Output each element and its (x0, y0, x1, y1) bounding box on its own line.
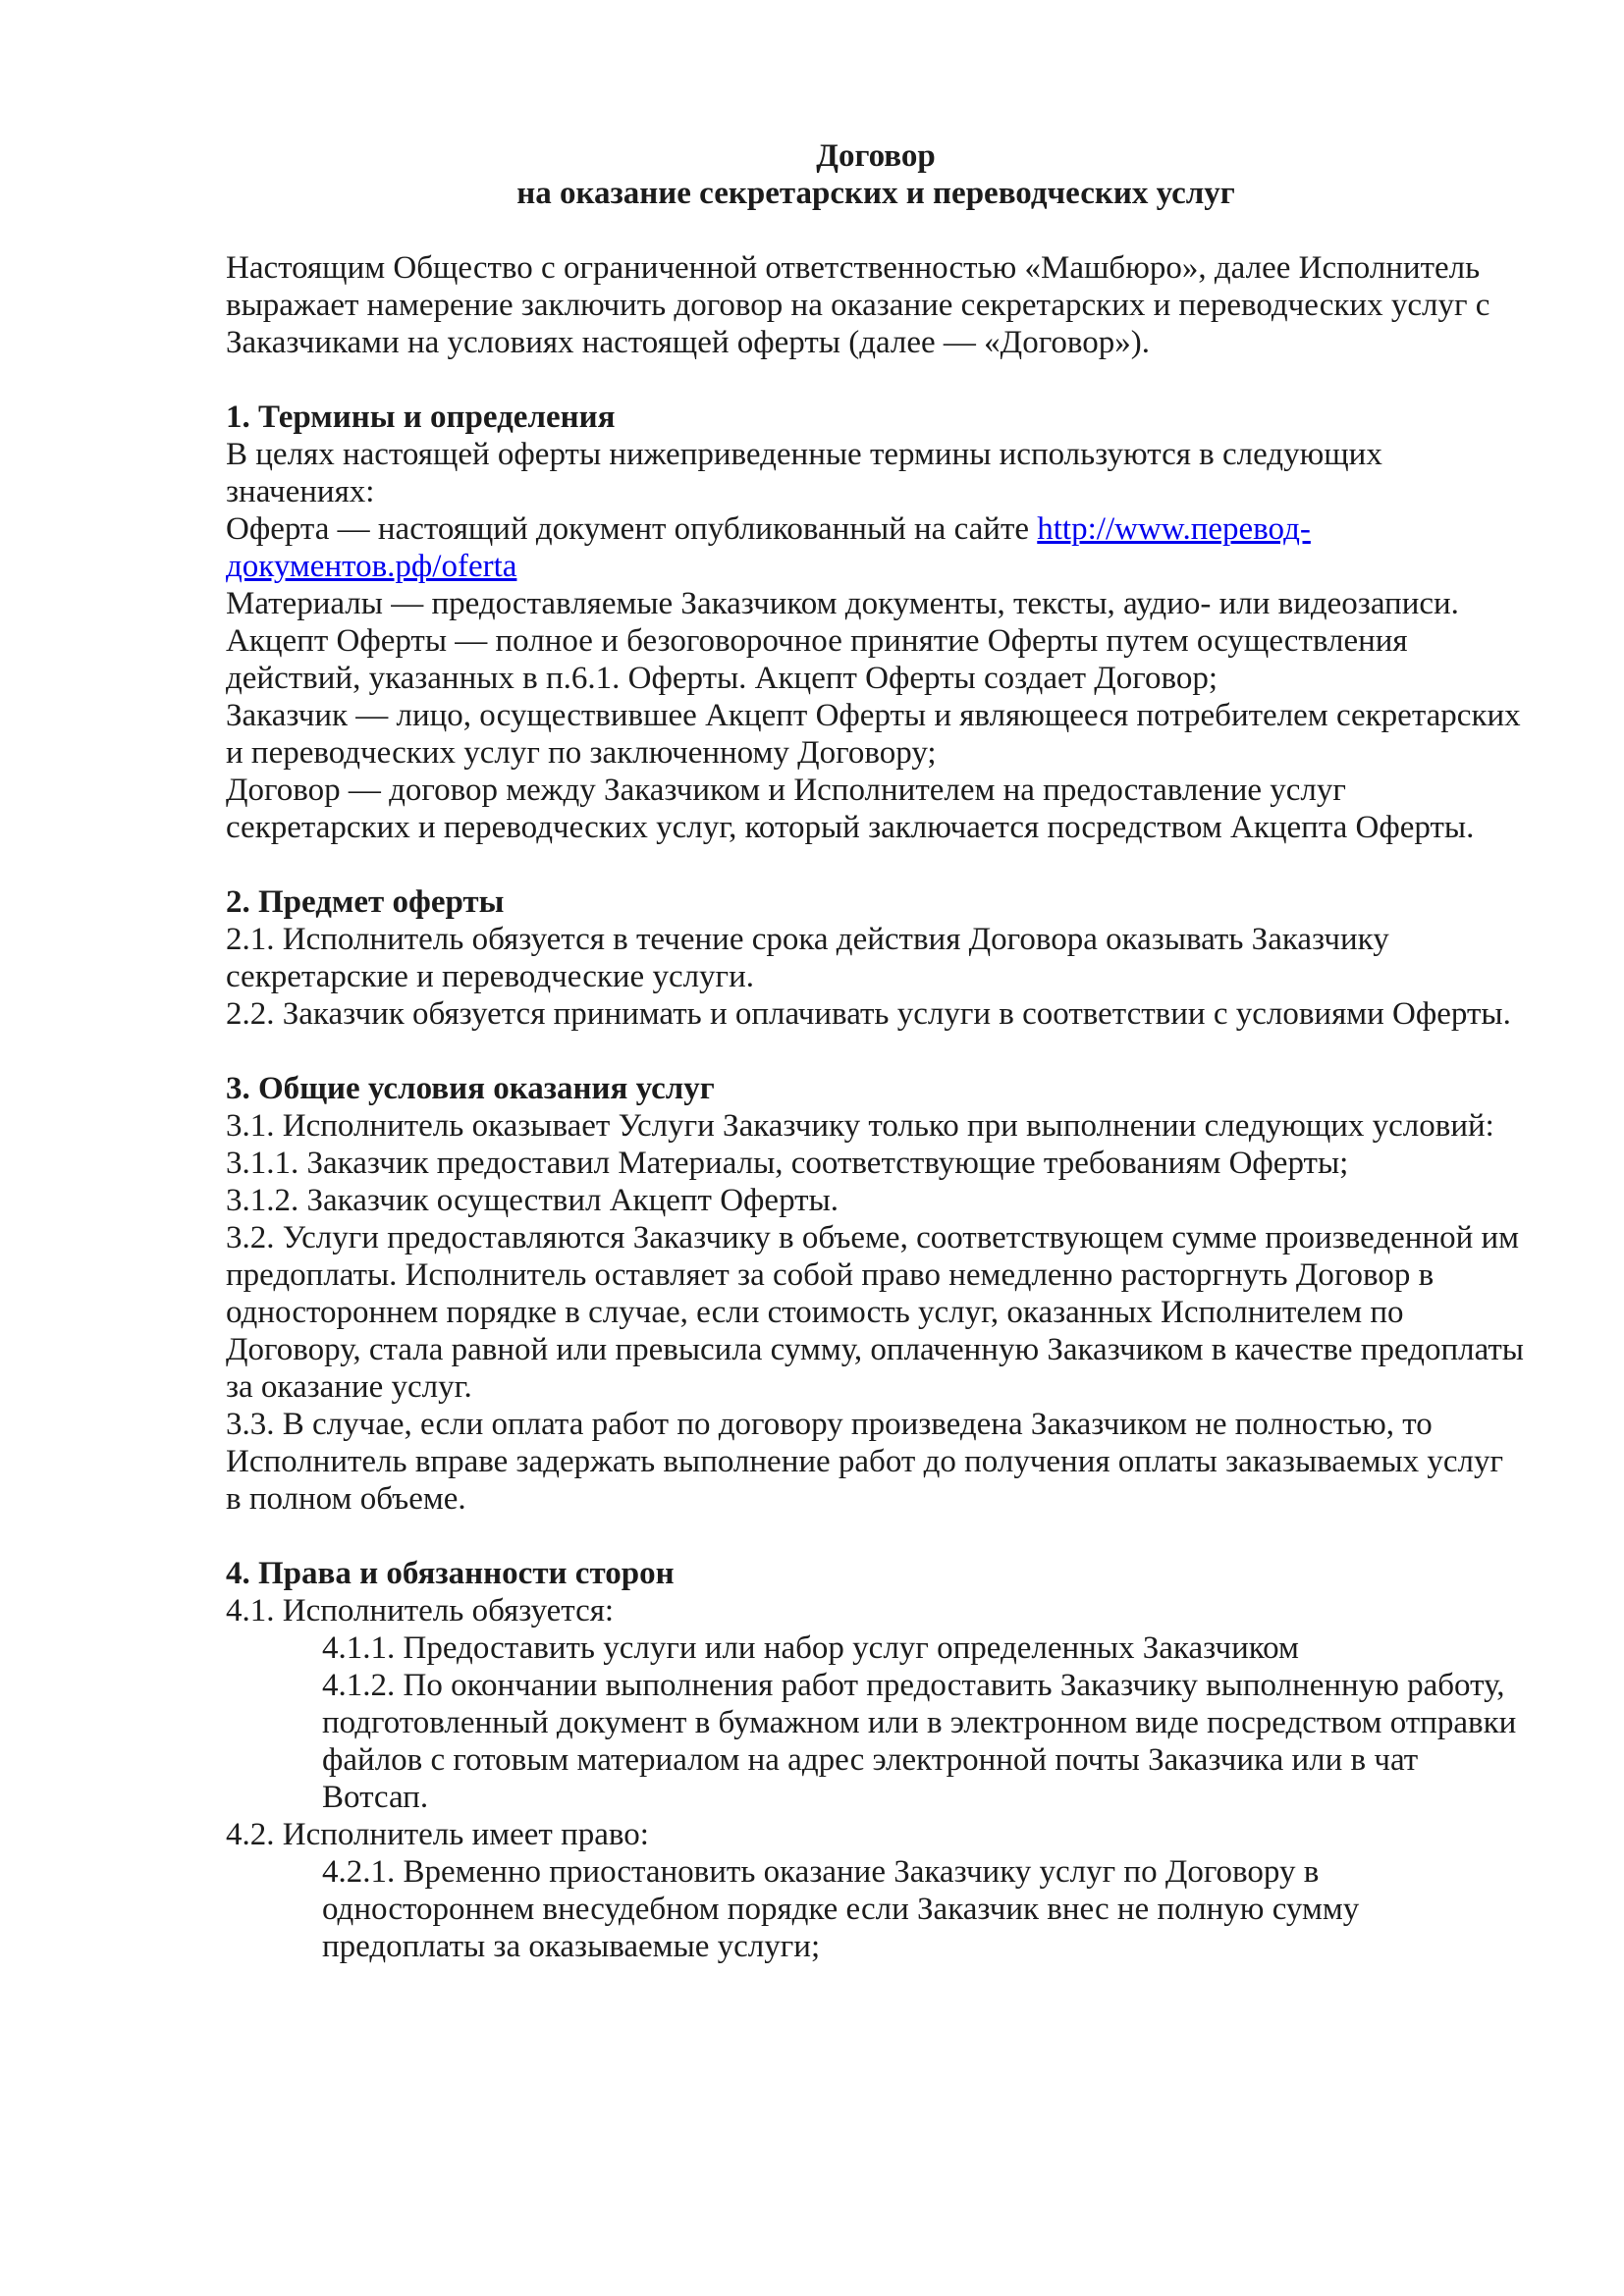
section-1-paragraph-contract: Договор — договор между Заказчиком и Исполнителем на предоставление услуг секретарских и переводческих услуг, который заключается посредством Акцепта Оферты. (226, 773, 1475, 845)
section-3-paragraph-3-3: 3.3. В случае, если оплата работ по договору произведена Заказчиком не полностью, то Исполнитель вправе задержать выполнение работ до получения оплаты заказываемых услуг в полном объеме. (226, 1407, 1504, 1517)
section-3-paragraph-3-1-1: 3.1.1. Заказчик предоставил Материалы, соответствующие требованиям Оферты; (226, 1146, 1349, 1181)
section-4-paragraph-4-2: 4.2. Исполнитель имеет право: (226, 1817, 649, 1852)
section-3-paragraph-3-1-2: 3.1.2. Заказчик осуществил Акцепт Оферты. (226, 1183, 839, 1218)
section-1-paragraph-accept: Акцепт Оферты — полное и безоговорочное принятие Оферты путем осуществления действий, указанных в п.6.1. Оферты. Акцепт Оферты создает Договор; (226, 623, 1408, 696)
intro-paragraph: Настоящим Общество с ограниченной ответственностью «Машбюро», далее Исполнитель выражает намерение заключить договор на оказание секретарских и переводческих услуг с Заказчиками на условиях настоящей оферты (далее — «Договор»). (226, 250, 1490, 360)
document-title-line1: Договор (816, 138, 936, 174)
section-1-paragraph-oferta (226, 510, 1526, 585)
section-2-heading: 2. Предмет оферты (226, 884, 505, 920)
section-1-paragraph-terms-purpose: В целях настоящей оферты нижеприведенные термины используются в следующих значениях: (226, 437, 1382, 509)
section-4-paragraph-4-1-2: 4.1.2. По окончании выполнения работ предоставить Заказчику выполненную работу, подготовленный документ в бумажном или в электронном виде посредством отправки файлов с готовым материалом на адрес электронной почты Заказчика или в чат Вотсап. (322, 1668, 1517, 1815)
section-1-paragraph-customer: Заказчик — лицо, осуществившее Акцепт Оферты и являющееся потребителем секретарских и переводческих услуг по заключенному Договору; (226, 698, 1521, 771)
section-4-paragraph-4-1: 4.1. Исполнитель обязуется: (226, 1593, 615, 1629)
section-1-paragraph-materials: Материалы — предоставляемые Заказчиком документы, тексты, аудио- или видеозаписи. (226, 586, 1459, 621)
section-2-paragraph-2-1: 2.1. Исполнитель обязуется в течение срока действия Договора оказывать Заказчику секретарские и переводческие услуги. (226, 922, 1389, 994)
document-title (226, 137, 1526, 212)
section-4-paragraph-4-1-1: 4.1.1. Предоставить услуги или набор услуг определенных Заказчиком (322, 1630, 1299, 1666)
document-title-line2: на оказание секретарских и переводческих услуг (516, 176, 1235, 211)
section-3-paragraph-3-2: 3.2. Услуги предоставляются Заказчику в объеме, соответствующем сумме произведенной им предоплаты. Исполнитель оставляет за собой право немедленно расторгнуть Договор в одностороннем порядке в случае, если стоимость услуг, оказанных Исполнителем по Договору, стала равной или превысила сумму, оплаченную Заказчиком в качестве предоплаты за оказание услуг. (226, 1220, 1524, 1405)
oferta-definition-text: Оферта — настоящий документ опубликованный на сайте (226, 511, 1038, 547)
section-4-heading: 4. Права и обязанности сторон (226, 1556, 675, 1591)
section-4-paragraph-4-2-1: 4.2.1. Временно приостановить оказание Заказчику услуг по Договору в одностороннем внесудебном порядке если Заказчик внес не полную сумму предоплаты за оказываемые услуги; (322, 1854, 1360, 1964)
section-3-heading: 3. Общие условия оказания услуг (226, 1071, 715, 1106)
section-3-paragraph-3-1: 3.1. Исполнитель оказывает Услуги Заказчику только при выполнении следующих условий: (226, 1108, 1494, 1144)
oferta-url-link[interactable]: http://www.перевод-документов.рф/oferta (226, 511, 1311, 584)
section-1-heading: 1. Термины и определения (226, 400, 616, 435)
section-2-paragraph-2-2: 2.2. Заказчик обязуется принимать и оплачивать услуги в соответствии с условиями Оферты. (226, 996, 1511, 1032)
